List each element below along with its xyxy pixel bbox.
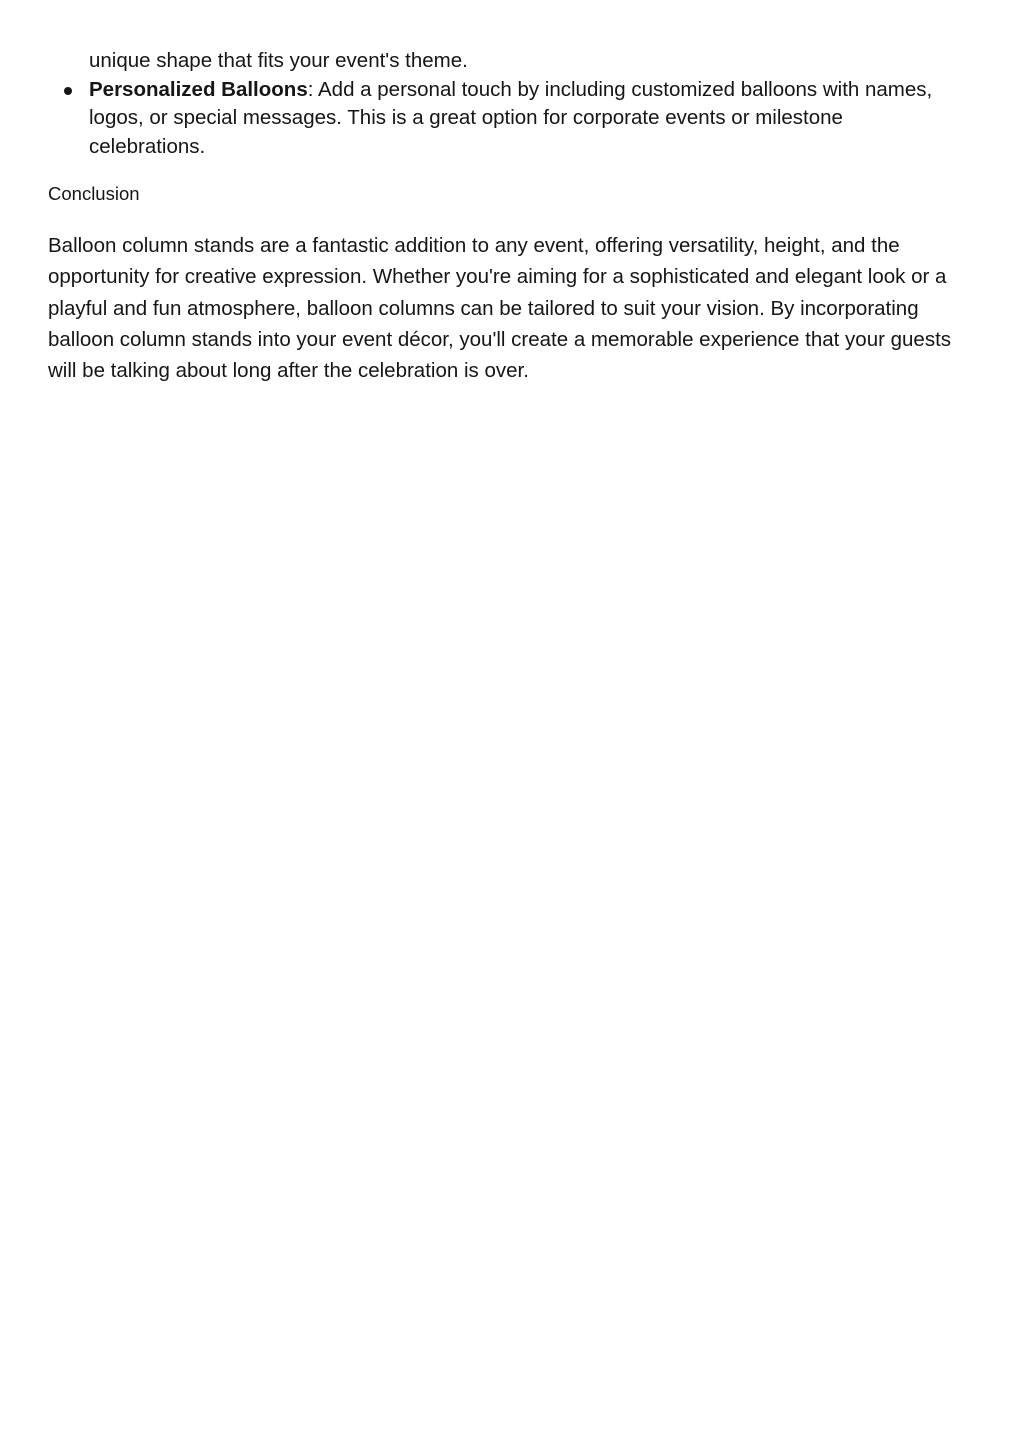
bullet-icon bbox=[64, 87, 72, 95]
list-item-continuation-text: unique shape that fits your event's theme. bbox=[89, 49, 468, 72]
list-item-text: : Add a personal touch by including customized balloons with names, logos, or special messages. This is a great option for corporate events or milestone celebrations. bbox=[89, 77, 933, 158]
list-item bbox=[48, 76, 948, 162]
conclusion-paragraph: Balloon column stands are a fantastic addition to any event, offering versatility, height, and the opportunity for creative expression. Whether you're aiming for a sophisticated and elegant look or a playful and fun atmosphere, balloon columns can be tailored to suit your vision. By incorporating balloon column stands into your event décor, you'll create a memorable experience that your guests will be talking about long after the celebration is over. bbox=[48, 234, 952, 383]
list-item-continuation bbox=[48, 47, 948, 76]
section-heading: Conclusion bbox=[48, 183, 140, 204]
list-item-title: Personalized Balloons bbox=[89, 77, 308, 101]
feature-list bbox=[48, 47, 948, 161]
